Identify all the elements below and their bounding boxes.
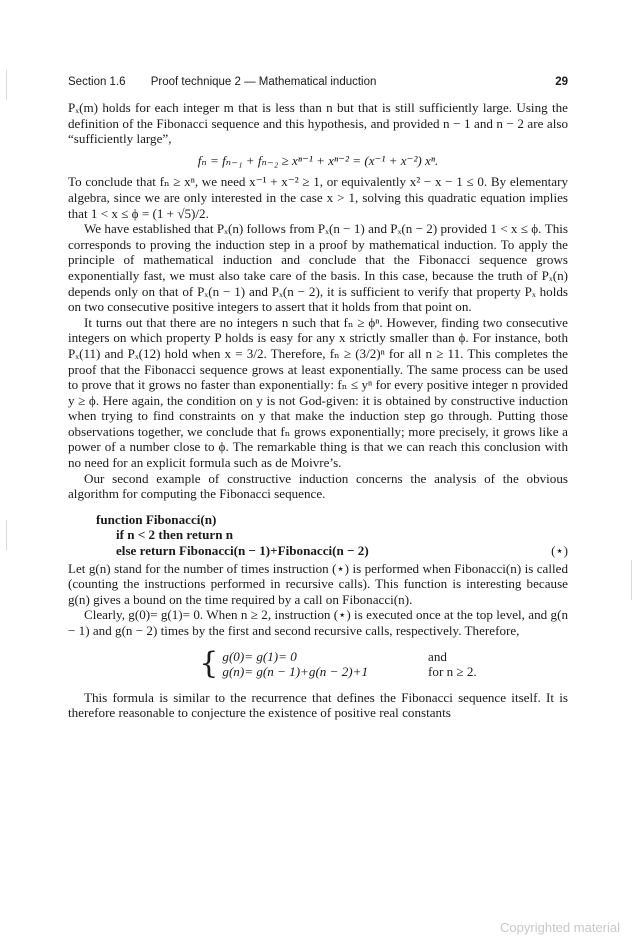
fibonacci-inequality: fₙ = fₙ₋₁ + fₙ₋₂ ≥ xⁿ⁻¹ + xⁿ⁻² = (x⁻¹ + x⁻²) xⁿ. xyxy=(197,152,439,168)
algorithm-block xyxy=(96,512,568,559)
instruction-marker: (⋆) xyxy=(551,543,568,559)
brace-symbol: { xyxy=(199,645,219,681)
page-content xyxy=(68,76,568,721)
paragraph: To conclude that fₙ ≥ xⁿ, we need x⁻¹ + x⁻² ≥ 1, or equivalently x² − x − 1 ≤ 0. By elementary algebra, since we are only interested in the case x > 1, solving this quadratic equation implies that 1 < x ≤ ϕ = (1 + √5)/2. xyxy=(68,174,568,221)
chapter-title: Proof technique 2 — Mathematical induction xyxy=(150,76,377,88)
recurrence-condition: for n ≥ 2. xyxy=(428,664,477,680)
paragraph: We have established that Pₓ(n) follows from Pₓ(n − 1) and Pₓ(n − 2) provided 1 < x ≤ ϕ. This corresponds to proving the induction step in a proof by mathematical induction. To apply the principle of mathematical induction and conclude that the Fibonacci sequence grows exponentially fast, we must also take care of the basis. In this case, because the truth of Pₓ(n) depends only on that of Pₓ(n − 1) and Pₓ(n − 2), it is sufficient to verify that property Pₓ holds on two consecutive positive integers to assert that it holds from that point on. xyxy=(68,221,568,315)
running-header xyxy=(68,76,568,88)
recurrence-condition: and xyxy=(428,648,447,664)
section-label: Section 1.6 xyxy=(68,76,126,88)
recurrence-row: g(0)= g(1)= 0 xyxy=(222,648,297,664)
paragraph: This formula is similar to the recurrence that defines the Fibonacci sequence itself. It is therefore reasonable to conjecture the existence of positive real constants xyxy=(68,689,568,721)
algorithm-line: if n < 2 then return n xyxy=(116,527,234,543)
margin-mark xyxy=(631,560,632,600)
paragraph: Let g(n) stand for the number of times instruction (⋆) is performed when Fibonacci(n) is called (counting the instructions performed in recursive calls). This function is interesting because g(n) gives a bound on the time required by a call on Fibonacci(n). xyxy=(68,560,568,607)
margin-mark xyxy=(6,70,7,100)
algorithm-line: else return Fibonacci(n − 1)+Fibonacci(n − 2) xyxy=(116,543,369,559)
algorithm-line: function Fibonacci(n) xyxy=(96,511,217,527)
margin-mark xyxy=(6,520,7,550)
paragraph: It turns out that there are no integers n such that fₙ ≥ ϕⁿ. However, finding two consecutive integers on which property P holds is easy for any x strictly smaller than ϕ. For instance, both Pₓ(11) and Pₓ(12) hold when x = 3/2. Therefore, fₙ ≥ (3/2)ⁿ for all n ≥ 11. This completes the proof that the Fibonacci sequence grows at least exponentially. The same process can be used to prove that it grows no faster than exponentially: fₙ ≤ yⁿ for every positive integer n provided y ≥ ϕ. Here again, the condition on y is not God-given: it is obtained by constructive induction when trying to find constraints on y that make the induction step go through. Putting those observations together, we conclude that fₙ grows exponentially; more precisely, it grows like a power of a number close to ϕ. The remarkable thing is that we can reach this conclusion with no need for an explicit formula such as de Moivre’s. xyxy=(68,314,568,471)
copyright-watermark: Copyrighted material xyxy=(500,920,620,935)
page-number: 29 xyxy=(555,76,568,88)
paragraph: Pₓ(m) holds for each integer m that is less than n but that is still sufficiently large. Using the definition of the Fibonacci sequence and this hypothesis, and provided n − 1 and n − 2 are also “sufficiently large”, xyxy=(68,100,568,147)
recurrence-system xyxy=(108,645,568,681)
paragraph: Our second example of constructive induction concerns the analysis of the obvious algorithm for computing the Fibonacci sequence. xyxy=(68,470,568,502)
paragraph: Clearly, g(0)= g(1)= 0. When n ≥ 2, instruction (⋆) is executed once at the top level, and g(n − 1) and g(n − 2) times by the first and second recursive calls, respectively. Therefore, xyxy=(68,607,568,638)
recurrence-row: g(n)= g(n − 1)+g(n − 2)+1 xyxy=(222,664,369,680)
